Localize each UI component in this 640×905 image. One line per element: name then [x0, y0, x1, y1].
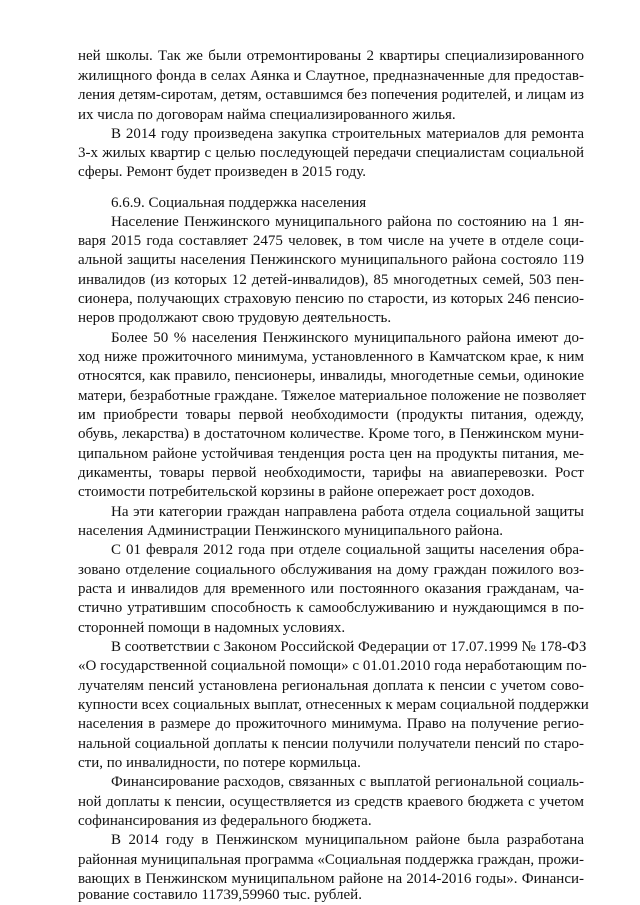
text-line: ной доплаты к пенсии, осуществляется из средств краевого бюджета с учетом [78, 794, 584, 810]
text-line: В 2014 году произведена закупка строительных материалов для ремонта [111, 126, 584, 142]
text-line: софинансирования из федерального бюджета. [78, 813, 372, 829]
section-heading: 6.6.9. Социальная поддержка населения [111, 195, 367, 211]
text-line: С 01 февраля 2012 года при отделе социальной защиты населения обра- [111, 542, 584, 558]
text-line: альной защиты населения Пенжинского муниципального района состояло 119 [78, 252, 584, 268]
text-line: сионера, получающих страховую пенсию по старости, из которых 246 пенсио- [78, 291, 584, 307]
text-line: 3-х жилых квартир с целью последующей передачи специалистам социальной [78, 145, 584, 161]
text-line: Население Пенжинского муниципального района по состоянию на 1 ян- [111, 214, 584, 230]
text-line: раста и инвалидов для временного или постоянного оказания гражданам, ча- [78, 581, 584, 597]
text-line: В соответствии с Законом Российской Федерации от 17.07.1999 № 178-ФЗ [111, 639, 587, 655]
text-line: варя 2015 года составляет 2475 человек, в том числе на учете в отделе соци- [78, 233, 584, 249]
text-line: стично утратившим способность к самообслуживанию и нуждающимся в по- [78, 600, 584, 616]
text-line: В 2014 году в Пенжинском муниципальном районе была разработана [111, 832, 584, 848]
text-line: дикаменты, товары первой необходимости, тарифы на авиаперевозки. Рост [78, 465, 584, 481]
text-line: нальной социальной доплаты к пенсии получили получатели пенсий по старо- [78, 736, 584, 752]
text-line: сферы. Ремонт будет произведен в 2015 году. [78, 164, 366, 180]
text-line: «О государственной социальной помощи» с 01.01.2010 года неработающим по- [78, 658, 587, 674]
text-line: зовано отделение социального обслуживания на дому граждан пожилого воз- [78, 562, 584, 578]
text-line: На эти категории граждан направлена работа отдела социальной защиты [111, 504, 584, 520]
text-line: населения Администрации Пенжинского муниципального района. [78, 523, 504, 539]
text-line: ней школы. Так же были отремонтированы 2 квартиры специализированного [78, 48, 584, 64]
text-line: жилищного фонда в селах Аянка и Слаутное, предназначенные для предостав- [78, 68, 584, 84]
text-line: неров продолжают свою трудовую деятельность. [78, 310, 392, 326]
text-line: инвалидов (из которых 12 детей-инвалидов), 85 многодетных семей, 503 пен- [78, 272, 584, 288]
text-line: стоимости потребительской корзины в районе опережает рост доходов. [78, 484, 535, 500]
text-line: вающих в Пенжинском муниципальном районе на 2014-2016 годы». Финанси- [78, 871, 584, 887]
text-line: районная муниципальная программа «Социальная поддержка граждан, прожи- [78, 852, 584, 868]
text-line: лучателям пенсий установлена региональная доплата к пенсии с учетом сово- [78, 678, 584, 694]
text-line: сторонней помощи в надомных условиях. [78, 620, 346, 636]
text-line: им приобрести товары первой необходимости (продукты питания, одежду, [78, 407, 584, 423]
text-line: Финансирование расходов, связанных с выплатой региональной социаль- [111, 774, 584, 790]
text-line: ход ниже прожиточного минимума, установленного в Камчатском крае, к ним [78, 349, 584, 365]
text-line: обувь, лекарства) в достаточном количестве. Кроме того, в Пенжинском муни- [78, 426, 584, 442]
text-line: ления детям-сиротам, детям, оставшимся без попечения родителей, и лицам из [78, 87, 584, 103]
text-line: Более 50 % населения Пенжинского муниципального района имеют до- [111, 330, 584, 346]
text-line: рование составило 11739,59960 тыс. рублей. [78, 887, 362, 903]
text-line: их числа по договорам найма специализированного жилья. [78, 107, 456, 123]
text-line: матери, безработные граждане. Тяжелое материальное положение не позволяет [78, 388, 586, 404]
text-line: купности всех социальных выплат, отнесенных к мерам социальной поддержки [78, 697, 589, 713]
text-line: ципальном районе устойчивая тенденция роста цен на продукты питания, ме- [78, 446, 584, 462]
text-line: сти, по инвалидности, по потере кормильца. [78, 755, 361, 771]
text-line: относятся, как правило, пенсионеры, инвалиды, многодетные семьи, одинокие [78, 368, 584, 384]
text-line: населения в размере до прожиточного минимума. Право на получение регио- [78, 716, 584, 732]
